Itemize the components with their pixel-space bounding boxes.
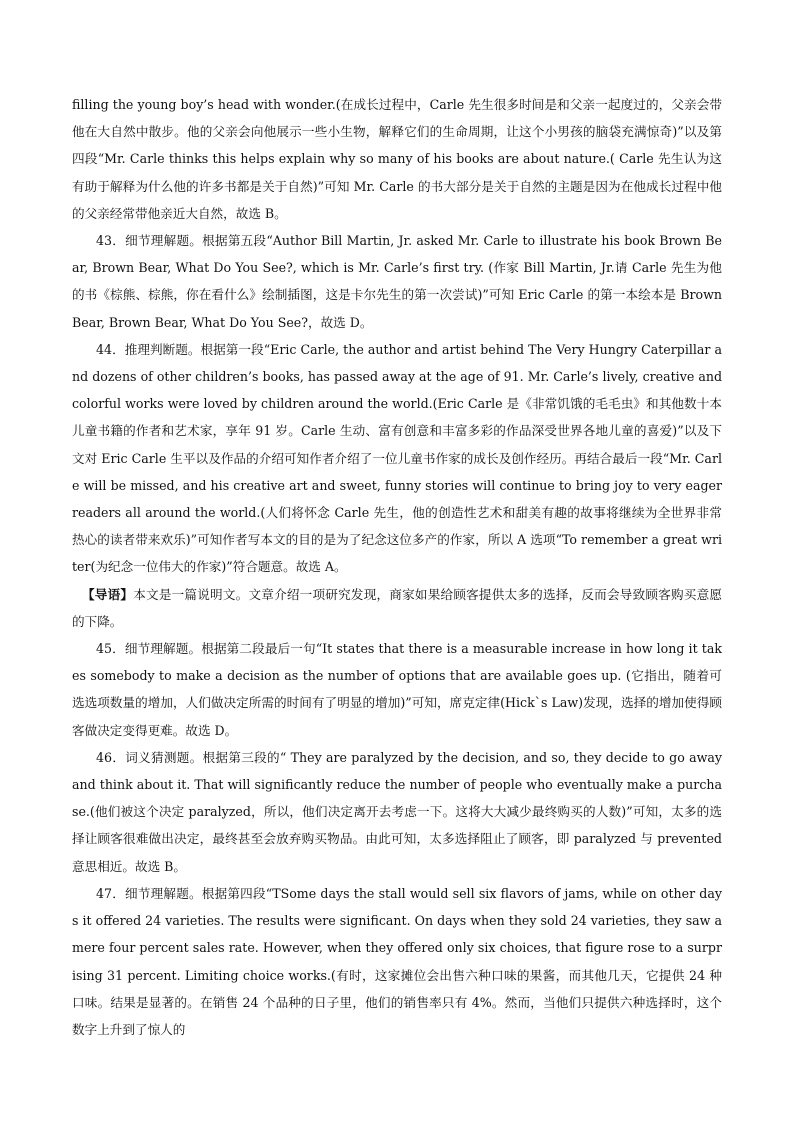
paragraph-q47: 47．细节理解题。根据第四段“TSome days the stall would sell six flavors of jams, while on other days it offered 24 varieties. The results were significant. On days when they sold 24 varieties, they saw a mere four percent sales rate. However, when they offered only six choices, that figure rose to a surprising 31 percent. Limiting choice works.(有时，这家摊位会出售六种口味的果酱，而其他几天，它提供 24 种口味。结果是显著的。在销售 24 个品种的日子里，他们的销售率只有 4%。然而，当他们只提供六种选择时，这个数字上升到了惊人的	[72, 885, 722, 1037]
paragraph-continued: filling the young boy’s head with wonder.(在成长过程中，Carle 先生很多时间是和父亲一起度过的，父亲会带他在大自然中散步。他的父亲会向他展示一些小生物，解释它们的生命周期，让这个小男孩的脑袋充满惊奇)”以及第四段“Mr. Carle thinks this helps explain why so many of his books are about nature.( Carle 先生认为这有助于解释为什么他的许多书都是关于自然)”可知 Mr. Carle 的书大部分是关于自然的主题是因为在他成长过程中他的父亲经常带他亲近大自然，故选 B。	[72, 97, 722, 221]
paragraph-q45: 45．细节理解题。根据第二段最后一句“It states that there is a measurable increase in how long it takes somebody to make a decision as the number of options that are available goes up. (它指出，随着可选选项数量的增加，人们做决定所需的时间有了明显的增加)”可知，席克定律(Hick`s Law)发现，选择的增加使得顾客做决定变得更难。故选 D。	[72, 641, 722, 738]
paragraph-q44: 44．推理判断题。根据第一段“Eric Carle, the author and artist behind The Very Hungry Caterpillar and dozens of other children’s books, has passed away at the age of 91. Mr. Carle’s lively, creative and colorful works were loved by children around the world.(Eric Carle 是《非常饥饿的毛毛虫》和其他数十本儿童书籍的作者和艺术家，享年 91 岁。Carle 生动、富有创意和丰富多彩的作品深受世界各地儿童的喜爱)”以及下文对 Eric Carle 生平以及作品的介绍可知作者介绍了一位儿童书作家的成长及创作经历。再结合最后一段“Mr. Carle will be missed, and his creative art and sweet, funny stories will continue to bring joy to very eager readers all around the world.(人们将怀念 Carle 先生，他的创造性艺术和甜美有趣的故事将继续为全世界非常热心的读者带来欢乐)”可知作者写本文的目的是为了纪念这位多产的作家，所以 A 选项“To remember a great writer(为纪念一位伟大的作家)”符合题意。故选 A。	[72, 341, 722, 575]
guide-label: 【导语】	[82, 586, 134, 602]
answer-explanations	[72, 91, 722, 1043]
guide-text: 本文是一篇说明文。文章介绍一项研究发现，商家如果给顾客提供太多的选择，反而会导致顾客购买意愿的下降。	[72, 586, 723, 629]
paragraph-q43: 43．细节理解题。根据第五段“Author Bill Martin, Jr. asked Mr. Carle to illustrate his book Brown Bear, Brown Bear, What Do You See?, which is Mr. Carle’s first try. (作家 Bill Martin, Jr.请 Carle 先生为他的书《棕熊、棕熊，你在看什么》绘制插图，这是卡尔先生的第一次尝试)”可知 Eric Carle 的第一本绘本是 Brown Bear, Brown Bear, What Do You See?，故选 D。	[72, 233, 722, 330]
paragraph-guide	[72, 581, 722, 635]
paragraph-q46: 46．词义猜测题。根据第三段的“ They are paralyzed by the decision, and so, they decide to go away and think about it. That will significantly reduce the number of people who eventually make a purchase.(他们被这个决定 paralyzed，所以，他们决定离开去考虑一下。这将大大减少最终购买的人数)”可知，太多的选择让顾客很难做出决定，最终甚至会放弃购买物品。由此可知，太多选择阻止了顾客，即 paralyzed 与 prevented 意思相近。故选 B。	[72, 749, 722, 874]
